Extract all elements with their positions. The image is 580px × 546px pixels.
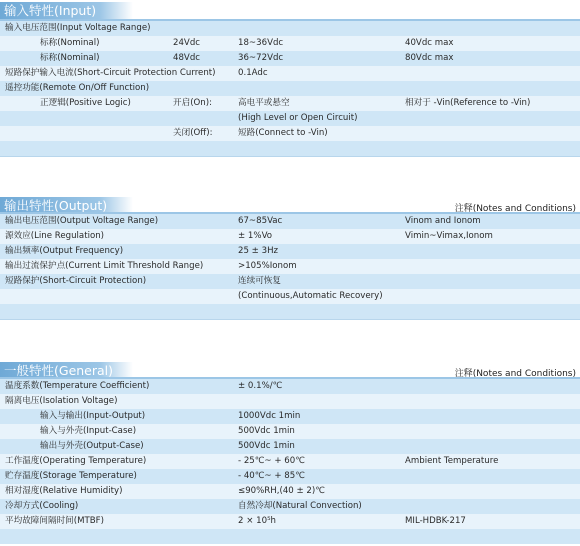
table-row — [0, 141, 580, 156]
general-spec-table — [0, 377, 580, 544]
table-row — [0, 81, 580, 96]
param-value: >105%Ionom — [238, 261, 297, 271]
table-row — [0, 259, 580, 274]
table-row — [0, 424, 580, 439]
input-spec-table — [0, 19, 580, 156]
param-value: 连续可恢复 — [238, 276, 281, 286]
table-row — [0, 214, 580, 229]
table-row — [0, 51, 580, 66]
param-label: 正逻辑(Positive Logic) — [40, 98, 131, 108]
param-label: 输入与外壳(Input-Case) — [40, 426, 137, 436]
table-row — [0, 126, 580, 141]
table-row — [0, 439, 580, 454]
param-label: 输出频率(Output Frequency) — [5, 246, 124, 256]
table-row — [0, 409, 580, 424]
table-row — [0, 36, 580, 51]
table-row — [0, 529, 580, 544]
divider — [0, 156, 580, 157]
output-section-title: 输出特性(Output) — [0, 197, 133, 214]
input-section-title: 输入特性(Input) — [0, 2, 133, 19]
param-value: (High Level or Open Circuit) — [238, 113, 358, 123]
param-note: 80Vdc max — [405, 53, 454, 63]
param-label: 标称(Nominal) — [40, 53, 100, 63]
param-value: ± 1%Vo — [238, 231, 273, 241]
param-label: 输出电压范围(Output Voltage Range) — [5, 216, 159, 226]
output-spec-table — [0, 212, 580, 319]
notes-header: 注释(Notes and Conditions) — [454, 204, 576, 214]
param-value: 24Vdc — [173, 38, 200, 48]
table-row — [0, 111, 580, 126]
param-label: 冷却方式(Cooling) — [5, 501, 79, 511]
param-value: 高电平或悬空 — [238, 98, 290, 108]
table-row — [0, 394, 580, 409]
table-row — [0, 229, 580, 244]
param-value: 1000Vdc 1min — [238, 411, 301, 421]
param-value: ≤90%RH,(40 ± 2)℃ — [238, 486, 325, 496]
param-note: Ambient Temperature — [405, 456, 499, 466]
param-note: MIL-HDBK-217 — [405, 516, 466, 526]
param-label: 输出过流保护点(Current Limit Threshold Range) — [5, 261, 204, 271]
param-label: 输出与外壳(Output-Case) — [40, 441, 144, 451]
param-label: 输入电压范围(Input Voltage Range) — [5, 23, 151, 33]
table-row — [0, 514, 580, 529]
param-state: 关闭(Off): — [173, 128, 213, 138]
param-label: 输入与输出(Input-Output) — [40, 411, 146, 421]
table-row — [0, 96, 580, 111]
param-range: 36~72Vdc — [238, 53, 284, 63]
table-row — [0, 484, 580, 499]
param-value: 25 ± 3Hz — [238, 246, 279, 256]
param-label: 遥控功能(Remote On/Off Function) — [5, 83, 150, 93]
table-row — [0, 304, 580, 319]
param-label: 相对湿度(Relative Humidity) — [5, 486, 123, 496]
param-value: 500Vdc 1min — [238, 441, 295, 451]
notes-header: 注释(Notes and Conditions) — [454, 369, 576, 379]
param-value: 500Vdc 1min — [238, 426, 295, 436]
param-label: 温度系数(Temperature Coefficient) — [5, 381, 150, 391]
table-row — [0, 499, 580, 514]
param-label: 短路保护(Short-Circuit Protection) — [5, 276, 147, 286]
param-value: 短路(Connect to -Vin) — [238, 128, 328, 138]
param-value: - 25℃~ + 60℃ — [238, 456, 305, 466]
param-state: 开启(On): — [173, 98, 212, 108]
param-label: 标称(Nominal) — [40, 38, 100, 48]
param-value: (Continuous,Automatic Recovery) — [238, 291, 383, 301]
param-note: 相对于 -Vin(Reference to -Vin) — [405, 98, 531, 108]
param-note: Vimin~Vimax,Ionom — [405, 231, 493, 241]
param-range: 18~36Vdc — [238, 38, 284, 48]
param-value: 2 × 10⁵h — [238, 516, 276, 526]
param-value: - 40℃~ + 85℃ — [238, 471, 305, 481]
general-section-title: 一般特性(General) — [0, 362, 133, 379]
param-value: 自然冷却(Natural Convection) — [238, 501, 362, 511]
param-label: 源效应(Line Regulation) — [5, 231, 105, 241]
param-note: 40Vdc max — [405, 38, 454, 48]
param-label: 隔离电压(Isolation Voltage) — [5, 396, 118, 406]
param-label: 工作温度(Operating Temperature) — [5, 456, 147, 466]
table-row — [0, 66, 580, 81]
table-row — [0, 379, 580, 394]
table-row — [0, 289, 580, 304]
table-row — [0, 274, 580, 289]
param-value: 0.1Adc — [238, 68, 268, 78]
param-label: 贮存温度(Storage Temperature) — [5, 471, 137, 481]
table-row — [0, 454, 580, 469]
table-row — [0, 21, 580, 36]
param-label: 短路保护输入电流(Short-Circuit Protection Current) — [5, 68, 216, 78]
table-row — [0, 244, 580, 259]
param-value: ± 0.1%/℃ — [238, 381, 283, 391]
param-label: 平均故障间隔时间(MTBF) — [5, 516, 104, 526]
divider — [0, 319, 580, 320]
param-value: 48Vdc — [173, 53, 200, 63]
param-value: 67~85Vac — [238, 216, 283, 226]
table-row — [0, 469, 580, 484]
param-note: Vinom and Ionom — [405, 216, 481, 226]
